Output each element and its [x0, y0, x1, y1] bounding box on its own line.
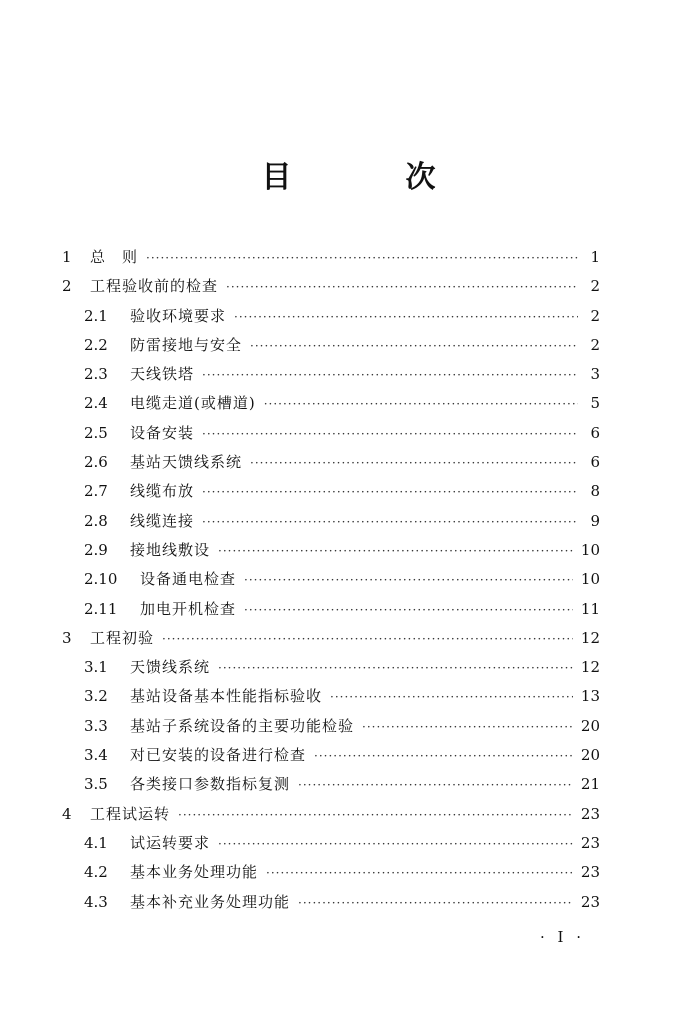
toc-number: 3	[62, 628, 72, 647]
leader-dots	[218, 544, 573, 558]
toc-entry	[62, 246, 600, 275]
toc-entry	[62, 715, 600, 744]
toc-page: 20	[580, 716, 600, 735]
toc-entry	[62, 861, 600, 890]
toc-label: 接地线敷设	[130, 540, 211, 559]
toc-label: 基站设备基本性能指标验收	[130, 687, 323, 706]
toc-entry	[62, 656, 600, 685]
toc-entry	[62, 685, 600, 714]
toc-page: 23	[580, 863, 600, 882]
toc-number: 2.3	[84, 365, 108, 384]
toc-number: 2.8	[84, 511, 108, 530]
toc-page: 5	[590, 394, 600, 413]
toc-number: 4.2	[84, 863, 108, 882]
toc-number: 2.5	[84, 423, 108, 442]
toc-page: 23	[580, 833, 600, 852]
leader-dots	[146, 251, 578, 265]
leader-dots	[162, 632, 573, 646]
toc-number: 4	[62, 804, 72, 823]
toc-label: 基站天馈线系统	[130, 453, 243, 472]
toc-label: 基站子系统设备的主要功能检验	[130, 716, 355, 735]
toc-entry	[62, 451, 600, 480]
leader-dots	[234, 310, 578, 324]
toc-page: 23	[580, 804, 600, 823]
leader-dots	[250, 456, 578, 470]
toc-page: 8	[590, 482, 600, 501]
toc-entry	[62, 480, 600, 509]
leader-dots	[202, 368, 578, 382]
leader-dots	[298, 778, 573, 792]
leader-dots	[330, 690, 573, 704]
toc-page: 9	[590, 511, 600, 530]
toc-label: 线缆布放	[130, 482, 195, 501]
toc-number: 2.6	[84, 453, 108, 472]
toc-label: 天馈线系统	[130, 658, 211, 677]
toc-entry	[62, 363, 600, 392]
toc-label: 工程初验	[90, 628, 155, 647]
toc-page: 13	[580, 687, 600, 706]
leader-dots	[202, 427, 578, 441]
toc-page: 10	[580, 540, 600, 559]
toc-entry	[62, 832, 600, 861]
toc-label: 电缆走道(或槽道)	[130, 394, 256, 413]
toc-number: 3.2	[84, 687, 108, 706]
toc-label: 设备安装	[130, 423, 195, 442]
leader-dots	[298, 896, 573, 910]
toc-page: 10	[580, 570, 600, 589]
leader-dots	[218, 837, 573, 851]
toc-label: 基本补充业务处理功能	[130, 892, 291, 911]
toc-entry	[62, 539, 600, 568]
toc-label: 对已安装的设备进行检查	[130, 746, 307, 765]
toc-entry	[62, 744, 600, 773]
toc-number: 2.1	[84, 306, 108, 325]
toc-page: 23	[580, 892, 600, 911]
toc-page: 6	[590, 423, 600, 442]
toc-entry	[62, 598, 600, 627]
toc-label: 防雷接地与安全	[130, 335, 243, 354]
toc-number: 4.1	[84, 833, 108, 852]
leader-dots	[202, 515, 578, 529]
page-title: 目 次	[261, 160, 478, 195]
toc-number: 3.3	[84, 716, 108, 735]
leader-dots	[266, 866, 573, 880]
toc-label: 设备通电检查	[140, 570, 237, 589]
toc-entry	[62, 510, 600, 539]
toc-label: 线缆连接	[130, 511, 195, 530]
toc-entry	[62, 275, 600, 304]
toc-label: 基本业务处理功能	[130, 863, 259, 882]
leader-dots	[264, 397, 578, 411]
toc-label: 总 则	[90, 248, 139, 266]
toc-entry	[62, 305, 600, 334]
leader-dots	[250, 339, 578, 353]
toc-number: 2.10	[84, 570, 118, 589]
toc-entry	[62, 422, 600, 451]
toc-label: 天线铁塔	[130, 365, 195, 384]
toc-number: 4.3	[84, 892, 108, 911]
leader-dots	[226, 280, 578, 294]
toc-label: 工程验收前的检查	[90, 277, 219, 296]
toc-entry	[62, 803, 600, 832]
toc-label: 加电开机检查	[140, 599, 237, 618]
toc-number: 2	[62, 277, 72, 296]
toc-label: 工程试运转	[90, 804, 171, 823]
page-number-footer: · I ·	[540, 928, 585, 946]
toc-label: 各类接口参数指标复测	[130, 775, 291, 794]
toc-page: 11	[580, 599, 600, 618]
toc-entry	[62, 773, 600, 802]
toc-entry	[62, 627, 600, 656]
toc-number: 1	[62, 248, 72, 266]
toc-number: 2.7	[84, 482, 108, 501]
toc-number: 3.4	[84, 746, 108, 765]
toc-page: 6	[590, 453, 600, 472]
leader-dots	[244, 573, 573, 587]
toc-label: 验收环境要求	[130, 306, 227, 325]
toc-number: 3.5	[84, 775, 108, 794]
toc-page: 2	[590, 335, 600, 354]
leader-dots	[202, 485, 578, 499]
toc-page: 12	[580, 658, 600, 677]
toc-page: 21	[580, 775, 600, 794]
toc-entry	[62, 891, 600, 920]
toc-number: 2.4	[84, 394, 108, 413]
toc-page: 1	[590, 248, 600, 266]
toc-page: 2	[590, 277, 600, 296]
leader-dots	[218, 661, 573, 675]
toc-number: 2.9	[84, 540, 108, 559]
toc-page: 3	[590, 365, 600, 384]
leader-dots	[178, 808, 573, 822]
toc-label: 试运转要求	[130, 833, 211, 852]
toc-entry	[62, 334, 600, 363]
toc-entry	[62, 392, 600, 421]
toc-number: 2.11	[84, 599, 118, 618]
toc-number: 2.2	[84, 335, 108, 354]
toc-entry	[62, 568, 600, 597]
toc-page: 12	[580, 628, 600, 647]
toc-page: 2	[590, 306, 600, 325]
toc-number: 3.1	[84, 658, 108, 677]
toc-page: 20	[580, 746, 600, 765]
leader-dots	[244, 603, 573, 617]
table-of-contents	[62, 246, 600, 920]
leader-dots	[362, 720, 573, 734]
leader-dots	[314, 749, 573, 763]
